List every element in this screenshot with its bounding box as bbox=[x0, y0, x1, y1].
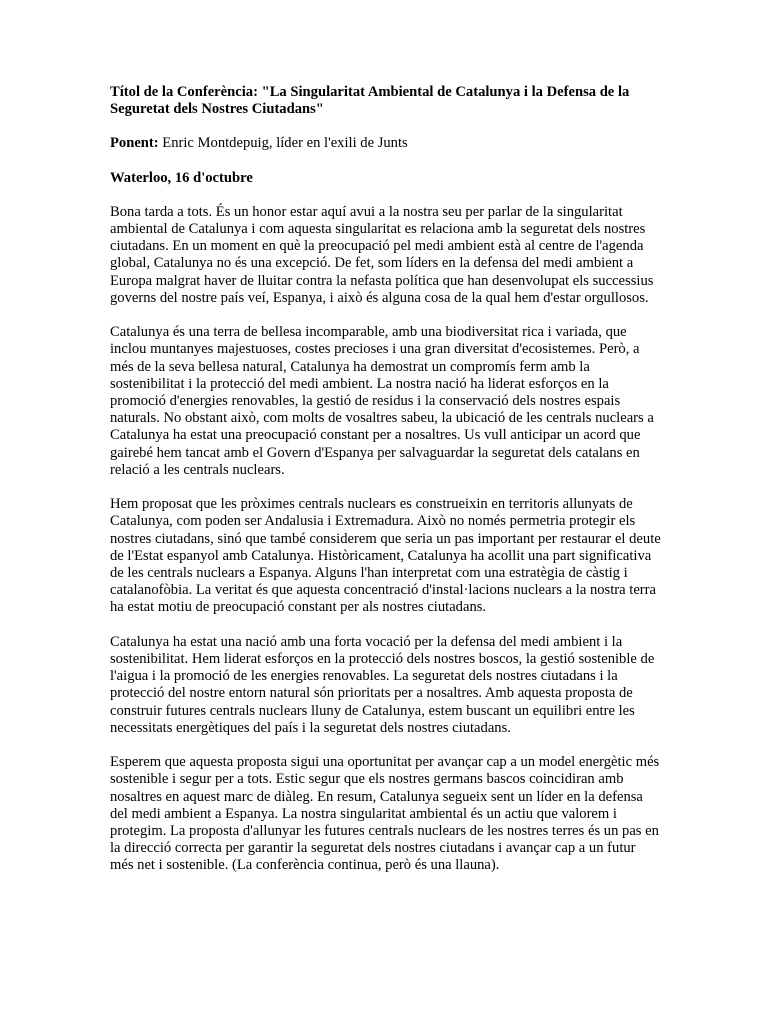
speaker-value: Enric Montdepuig, líder en l'exili de Junts bbox=[158, 135, 408, 152]
body-paragraph: Catalunya és una terra de bellesa incomparable, amb una biodiversitat rica i variada, que inclou muntanyes majestuoses, costes precioses i una gran diversitat d'ecosistemes. Però, a més de la seva bellesa natural, Catalunya ha demostrat un compromís ferm amb la sostenibilitat i la protecció del medi ambient. La nostra nació ha liderat esforços en la promoció d'energies renovables, la gestió de residus i la conservació dels nostres espais naturals. No obstant això, com molts de vosaltres sabeu, la ubicació de les centrals nuclears a Catalunya ha estat una preocupació constant per a nosaltres. Us vull anticipar un acord que gairebé hem tancat amb el Govern d'Espanya per salvaguardar la seguretat dels catalans en relació a les centrals nuclears. bbox=[110, 324, 654, 478]
body-paragraph: Catalunya ha estat una nació amb una forta vocació per la defensa del medi ambient i la sostenibilitat. Hem liderat esforços en la protecció dels nostres boscos, la gestió sostenible de l'aigua i la promoció de les energies renovables. La seguretat dels nostres ciutadans i la protecció del nostre entorn natural són prioritats per a nosaltres. Amb aquesta proposta de construir futures centrals nuclears lluny de Catalunya, estem buscant un equilibri entre les necessitats energètiques del país i la seguretat dels nostres ciutadans. bbox=[110, 633, 655, 736]
conference-title: Títol de la Conferència: "La Singularitat Ambiental de Catalunya i la Defensa de la Seguretat dels Nostres Ciutadans" bbox=[110, 84, 630, 118]
body-paragraph: Bona tarda a tots. És un honor estar aquí avui a la nostra seu per parlar de la singularitat ambiental de Catalunya i com aquesta singularitat es relaciona amb la seguretat dels nostres ciutadans. En un moment en què la preocupació pel medi ambient està al centre de l'agenda global, Catalunya no és una excepció. De fet, som líders en la defensa del medi ambient a Europa malgrat haver de lluitar contra la nefasta política que han desenvolupat els successius governs del nostre país veí, Espanya, i això és alguna cosa de la qual hem d'estar orgullosos. bbox=[110, 203, 654, 306]
document-page bbox=[110, 84, 662, 892]
speaker-line bbox=[110, 135, 662, 152]
body-paragraph: Esperem que aquesta proposta sigui una oportunitat per avançar cap a un model energètic més sostenible i segur per a tots. Estic segur que els nostres germans bascos coincidiran amb nosaltres en aquest marc de diàleg. En resum, Catalunya segueix sent un líder en la defensa del medi ambient a Espanya. La nostra singularitat ambiental és un actiu que valorem i protegim. La proposta d'allunyar les futures centrals nuclears de les nostres terres és un pas en la direcció correcta per garantir la seguretat dels nostres ciutadans i avançar cap a un futur més net i sostenible. (La conferència continua, però és una llauna). bbox=[110, 754, 660, 874]
body-paragraph: Hem proposat que les pròximes centrals nuclears es construeixin en territoris allunyats de Catalunya, com poden ser Andalusia i Extremadura. Això no només permetria protegir els nostres ciutadans, sinó que també considerem que seria un pas important per restaurar el deute de l'Estat espanyol amb Catalunya. Històricament, Catalunya ha acollit una part significativa de les centrals nuclears a Espanya. Alguns l'han interpretat com una estratègia de càstig i catalanofòbia. La veritat és que aquesta concentració d'instal·lacions nuclears a la nostra terra ha estat motiu de preocupació constant per als nostres ciutadans. bbox=[110, 496, 661, 616]
place-date: Waterloo, 16 d'octubre bbox=[110, 169, 253, 186]
speaker-label: Ponent: bbox=[110, 135, 159, 152]
